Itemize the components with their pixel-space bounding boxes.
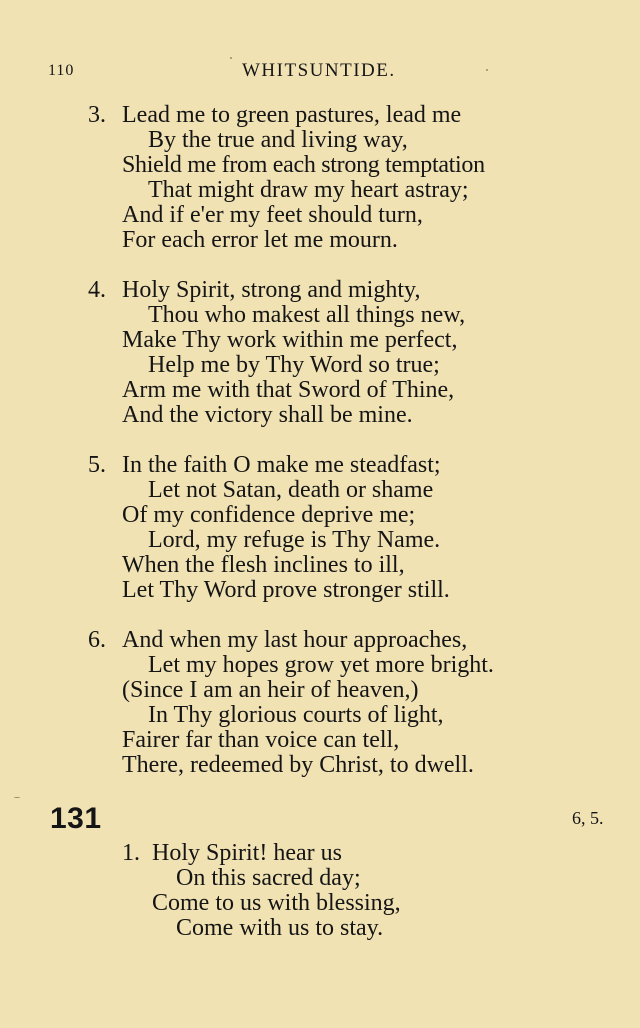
stanza-line: (Since I am an heir of heaven,)	[122, 677, 419, 703]
stanza-line: By the true and living way,	[148, 127, 408, 153]
stanza-line: That might draw my heart astray;	[148, 177, 469, 203]
paper-speck	[486, 69, 488, 71]
stanza-line: When the flesh inclines to ill,	[122, 552, 405, 578]
stanza-line: Let my hopes grow yet more bright.	[148, 652, 494, 678]
stanza-line: Of my confidence deprive me;	[122, 502, 416, 528]
stanza-line: Help me by Thy Word so true;	[148, 352, 440, 378]
hymn-meter: 6, 5.	[572, 808, 604, 828]
stanza-line: In Thy glorious courts of light,	[148, 702, 444, 728]
running-title: WHITSUNTIDE.	[242, 60, 396, 81]
page-number: 110	[48, 62, 75, 79]
stanza-line: Holy Spirit! hear us	[152, 840, 342, 866]
stanza-line: Fairer far than voice can tell,	[122, 727, 400, 753]
paper-speck	[14, 797, 20, 798]
stanza-line: Let Thy Word prove stronger still.	[122, 577, 450, 603]
stanza-line: Shield me from each strong temptation	[122, 152, 485, 178]
stanza-line: Come with us to stay.	[176, 915, 384, 941]
stanza-line: Lead me to green pastures, lead me	[122, 102, 462, 128]
stanza-line: And if e'er my feet should turn,	[122, 202, 423, 228]
stanza-number: 5.	[88, 452, 106, 478]
stanza-line: For each error let me mourn.	[122, 227, 398, 253]
stanza-number: 4.	[88, 277, 106, 303]
stanza-line: Come to us with blessing,	[152, 890, 401, 916]
stanza-line: On this sacred day;	[176, 865, 361, 891]
hymn-number: 131	[50, 802, 102, 835]
paper-speck	[230, 57, 232, 59]
stanza-line: And the victory shall be mine.	[122, 402, 413, 428]
stanza-number: 3.	[88, 102, 106, 128]
stanza-line: Holy Spirit, strong and mighty,	[122, 277, 421, 303]
stanza-line: Let not Satan, death or shame	[148, 477, 434, 503]
stanza-line: Lord, my refuge is Thy Name.	[148, 527, 441, 553]
page-header	[0, 60, 640, 90]
stanza-line: Arm me with that Sword of Thine,	[122, 377, 455, 403]
stanza-number: 1.	[122, 840, 140, 866]
stanza-line: In the faith O make me steadfast;	[122, 452, 441, 478]
stanza-line: And when my last hour approaches,	[122, 627, 468, 653]
stanza-line: Thou who makest all things new,	[148, 302, 466, 328]
stanza-line: There, redeemed by Christ, to dwell.	[122, 752, 474, 778]
stanza-line: Make Thy work within me perfect,	[122, 327, 458, 353]
stanza-number: 6.	[88, 627, 106, 653]
